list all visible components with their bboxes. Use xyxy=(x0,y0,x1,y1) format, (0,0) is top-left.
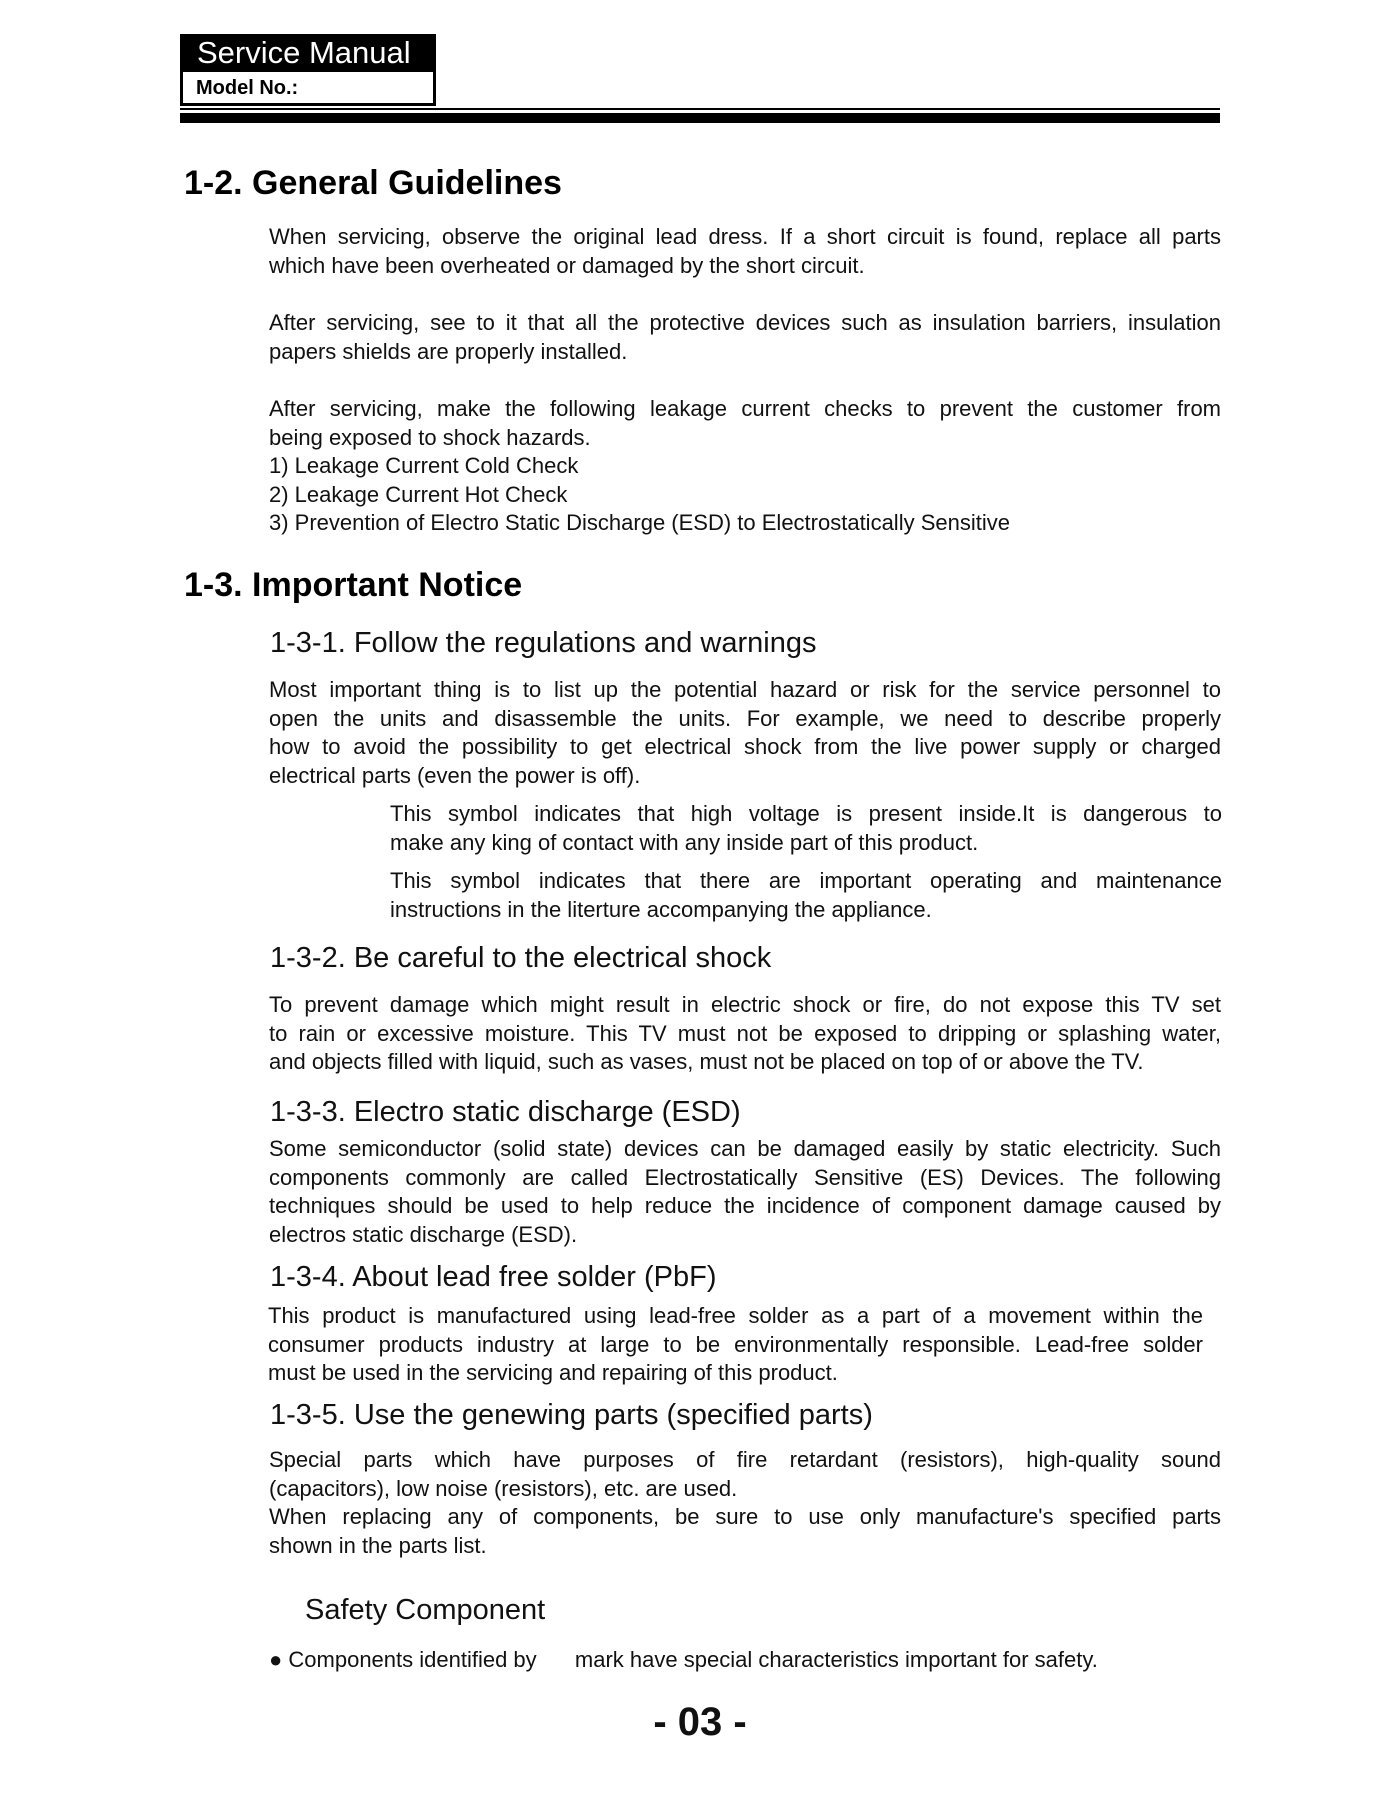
list-item: 2) Leakage Current Hot Check xyxy=(269,481,568,507)
paragraph-protective-devices xyxy=(269,309,1221,366)
list-item: 1) Leakage Current Cold Check xyxy=(269,453,579,478)
safety-bullet-text-pre: ● Components identified by xyxy=(269,1647,537,1672)
text-line: Special parts which have purposes of fire retardant (resistors), high-quality sound xyxy=(269,1447,1221,1472)
text-line: components commonly are called Electrostatically Sensitive (ES) Devices. The following xyxy=(269,1164,1221,1190)
text-line: consumer products industry at large to be environmentally responsible. Lead-free solder xyxy=(268,1331,1203,1357)
text-line: and objects filled with liquid, such as vases, must not be placed on top of or above the TV. xyxy=(269,1049,1144,1074)
header-rule-thin xyxy=(180,108,1220,110)
text-line: This product is manufactured using lead-free solder as a part of a movement within the xyxy=(268,1303,1203,1328)
text-line: After servicing, see to it that all the protective devices such as insulation barriers, insulation xyxy=(269,310,1221,335)
list-item: 3) Prevention of Electro Static Discharge (ESD) to Electrostatically Sensitive xyxy=(269,510,1010,535)
subsection-heading-esd: 1-3-3. Electro static discharge (ESD) xyxy=(270,1096,741,1128)
text-line: papers shields are properly installed. xyxy=(269,338,628,364)
text-line: (capacitors), low noise (resistors), etc. are used. xyxy=(269,1475,738,1501)
safety-component-title: Safety Component xyxy=(305,1594,546,1626)
text-line: electrical parts (even the power is off). xyxy=(269,762,641,788)
text-line: When servicing, observe the original lead dress. If a short circuit is found, replace all parts xyxy=(269,224,1221,249)
text-line: make any king of contact with any inside part of this product. xyxy=(390,829,979,855)
text-line: to rain or excessive moisture. This TV must not be exposed to dripping or splashing water, xyxy=(269,1020,1221,1046)
subsection-heading-lead-free-solder: 1-3-4. About lead free solder (PbF) xyxy=(270,1261,717,1293)
text-line: When replacing any of components, be sure to use only manufacture's specified parts xyxy=(269,1504,1221,1529)
text-line: electros static discharge (ESD). xyxy=(269,1221,578,1247)
section-heading-important-notice: 1-3. Important Notice xyxy=(184,566,523,604)
text-line: To prevent damage which might result in electric shock or fire, do not expose this TV set xyxy=(269,992,1221,1017)
text-line: techniques should be used to help reduce the incidence of component damage caused by xyxy=(269,1193,1221,1218)
header-rule-thick xyxy=(180,113,1220,123)
text-line: must be used in the servicing and repairing of this product. xyxy=(268,1360,838,1385)
subsection-heading-regulations: 1-3-1. Follow the regulations and warnings xyxy=(270,627,817,659)
paragraph-lead-free-solder xyxy=(268,1302,1203,1388)
manual-title: Service Manual xyxy=(180,34,436,72)
safety-bullet-text-post: mark have special characteristics important for safety. xyxy=(574,1647,1098,1672)
text-line: This symbol indicates that high voltage is present inside.It is dangerous to xyxy=(390,801,1222,826)
text-line: open the units and disassemble the units. For example, we need to describe properly xyxy=(269,705,1221,731)
text-line: Some semiconductor (solid state) devices can be damaged easily by static electricity. Such xyxy=(269,1136,1221,1161)
text-line: instructions in the literture accompanying the appliance. xyxy=(390,896,932,922)
paragraph-high-voltage-symbol xyxy=(390,800,1222,857)
paragraph-instructions-symbol xyxy=(390,867,1222,924)
section-heading-general-guidelines: 1-2. General Guidelines xyxy=(184,164,562,202)
model-number-label: Model No.: xyxy=(196,77,299,99)
text-line: how to avoid the possibility to get electrical shock from the live power supply or charged xyxy=(269,734,1221,759)
text-line: After servicing, make the following leakage current checks to prevent the customer from xyxy=(269,396,1221,421)
paragraph-esd xyxy=(269,1135,1221,1249)
paragraph-genuine-parts xyxy=(269,1446,1221,1560)
subsection-heading-electrical-shock: 1-3-2. Be careful to the electrical shock xyxy=(270,942,772,974)
text-line: being exposed to shock hazards. xyxy=(269,424,591,450)
paragraph-regulations xyxy=(269,676,1221,790)
text-line: This symbol indicates that there are important operating and maintenance xyxy=(390,868,1222,893)
paragraph-leakage-checks xyxy=(269,395,1221,538)
paragraph-lead-dress xyxy=(269,223,1221,280)
text-line: which have been overheated or damaged by the short circuit. xyxy=(269,252,865,278)
page-number: - 03 - xyxy=(653,1700,747,1744)
text-line: Most important thing is to list up the potential hazard or risk for the service personnel to xyxy=(269,677,1221,702)
safety-bullet xyxy=(269,1646,1098,1675)
paragraph-electrical-shock xyxy=(269,991,1221,1077)
subsection-heading-genuine-parts: 1-3-5. Use the genewing parts (specified parts) xyxy=(270,1399,873,1431)
text-line: shown in the parts list. xyxy=(269,1532,487,1558)
